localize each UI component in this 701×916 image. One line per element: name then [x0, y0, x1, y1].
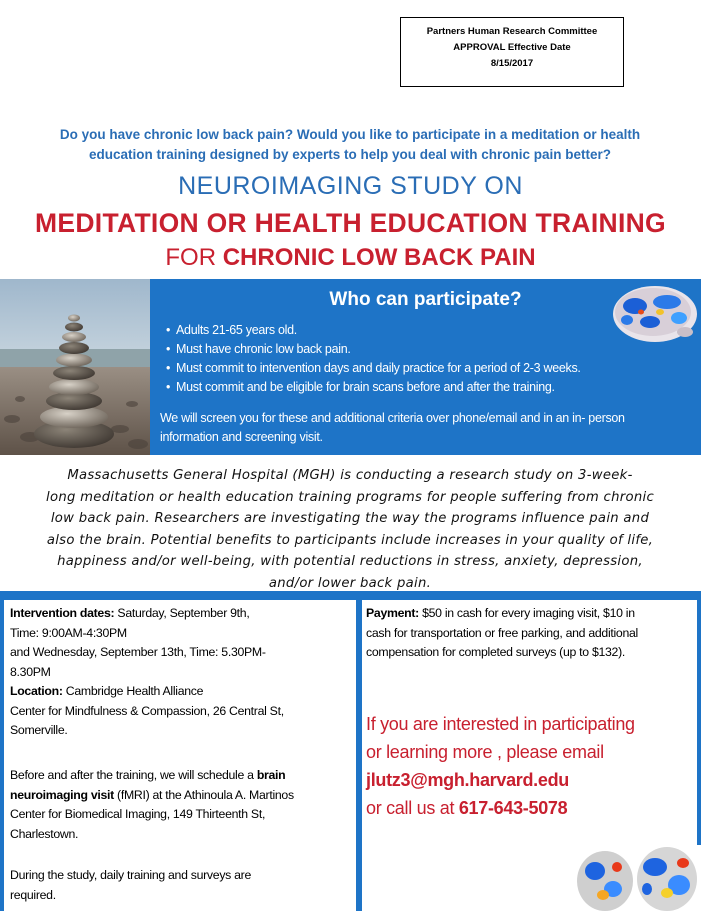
intro-line-1: Do you have chronic low back pain? Would you like to participate in a meditation or health — [59, 127, 641, 142]
criterion-commitment: • Must commit to intervention days and daily practice for a period of 2-3 weeks. — [160, 359, 581, 378]
scan-bold-2: neuroimaging visit — [10, 787, 114, 802]
criterion-condition: • Must have chronic low back pain. — [160, 340, 581, 359]
payment-first-line — [366, 604, 696, 624]
brain-slices-illustration — [575, 845, 701, 911]
contact-call-to-action — [366, 710, 696, 822]
payment-info — [366, 604, 696, 663]
brain-scan-info — [10, 766, 350, 844]
scan-rest-2: Center for Biomedical Imaging, 149 Thirteenth St, — [10, 807, 266, 821]
screening-line-1: We will screen you for these and additional criteria over phone/email and in an in- person — [160, 411, 625, 425]
dates-label: Intervention dates: — [10, 606, 115, 620]
surveys-note — [10, 866, 350, 905]
cta-line-1: If you are interested in participating — [366, 714, 635, 734]
payment-line: compensation for completed surveys (up to $132). — [366, 645, 626, 659]
screening-line-2: information and screening visit. — [160, 430, 323, 444]
eligibility-heading: Who can participate? — [329, 289, 522, 310]
approval-label: APPROVAL Effective Date — [453, 42, 571, 53]
dates-line: and Wednesday, September 13th, Time: 5.30PM- — [10, 645, 266, 659]
surveys-line-2: required. — [10, 887, 56, 902]
dates-first-line — [10, 604, 350, 624]
cta-phone-line — [366, 794, 696, 822]
payment-line: cash for transportation or free parking, and additional — [366, 625, 638, 640]
description-line: and/or lower back pain. — [268, 575, 432, 591]
dates-line: 8.30PM — [10, 664, 51, 679]
approval-committee: Partners Human Research Committee — [426, 26, 598, 37]
title-line-2: MEDITATION OR HEALTH EDUCATION TRAINING — [35, 208, 666, 238]
intervention-dates — [10, 604, 350, 741]
title-line-1: NEUROIMAGING STUDY ON — [178, 172, 523, 200]
intro-question — [20, 125, 680, 165]
scan-bold-1: brain — [256, 768, 286, 782]
scan-rest-3: Charlestown. — [10, 826, 79, 841]
location-line: Somerville. — [10, 723, 68, 737]
contact-email-link[interactable]: jlutz3@mgh.harvard.edu — [366, 770, 569, 790]
contact-phone-link[interactable]: 617-643-5078 — [458, 798, 568, 818]
cta-line-2: or learning more , please email — [366, 742, 604, 762]
title-condition: CHRONIC LOW BACK PAIN — [222, 244, 536, 271]
stacked-stones-photo — [0, 279, 150, 455]
brain-3d-illustration — [605, 282, 701, 348]
approval-stamp — [400, 17, 624, 87]
eligibility-criteria-list — [160, 321, 581, 397]
dates-value: Saturday, September 9th, — [114, 606, 250, 620]
location-label: Location: — [10, 684, 63, 698]
description-line: Massachusetts General Hospital (MGH) is conducting a research study on 3-week- — [67, 468, 633, 483]
scan-line-2 — [10, 786, 350, 806]
payment-value: $50 in cash for every imaging visit, $10 in — [418, 606, 635, 620]
approval-date: 8/15/2017 — [490, 58, 534, 69]
brain-fmri-slices-image — [575, 845, 701, 911]
study-description — [20, 465, 680, 594]
payment-label: Payment: — [366, 606, 419, 620]
scan-rest-1: (fMRI) at the Athinoula A. Martinos — [113, 787, 294, 802]
stones-illustration — [0, 279, 150, 455]
intro-line-2: education training designed by experts to help you deal with chronic pain better? — [88, 147, 612, 162]
study-details-column — [4, 600, 356, 911]
location-line: Center for Mindfulness & Compassion, 26 Central St, — [10, 703, 284, 718]
location-first-line — [10, 682, 350, 702]
title-for: FOR — [165, 244, 223, 271]
scan-line-1 — [10, 766, 350, 786]
description-line: also the brain. Potential benefits to participants include increases in your quality of life, — [46, 532, 654, 548]
dates-line: Time: 9:00AM-4:30PM — [10, 625, 127, 640]
scan-intro: Before and after the training, we will schedule a — [10, 768, 257, 782]
description-line: low back pain. Researchers are investigating the way the programs influence pain and — [50, 511, 650, 526]
location-value: Cambridge Health Alliance — [62, 684, 204, 698]
screening-note — [160, 409, 690, 447]
phone-prefix: or call us at — [366, 798, 459, 818]
description-line: happiness and/or well-being, with potential reductions in stress, anxiety, depression, — [57, 554, 643, 569]
brain-scan-3d-image — [605, 282, 701, 348]
surveys-line-1: During the study, daily training and surveys are — [10, 868, 252, 882]
criterion-age: • Adults 21-65 years old. — [160, 321, 581, 340]
criterion-brain-scans: • Must commit and be eligible for brain scans before and after the training. — [160, 378, 581, 397]
description-line: long meditation or health education training programs for people suffering from chronic — [45, 489, 655, 505]
title-line-3 — [0, 244, 701, 272]
